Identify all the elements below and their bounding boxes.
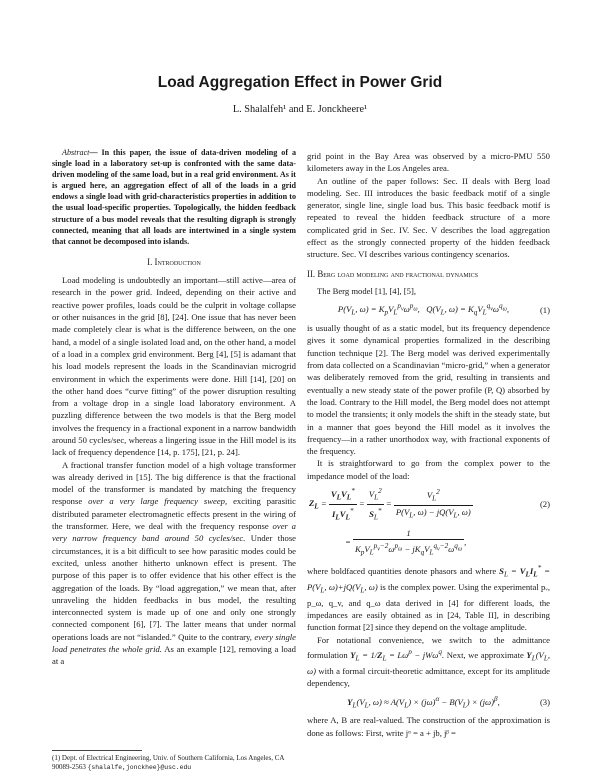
text-run: Under those circumstances, it is a bit difficult to see how parasitic modes could be excited, unless another hitherto unknown effect is present. The purpose of this paper is to offer evidence that his other effect is the aggregation of the loads. By “load aggregation,” we mean that, after unraveling the hidden feedbacks in bus model, the resulting interconnected system is made up of one and only one strongly connected component [6], [7]. The latter means that under normal operations loads are not “islanded.” Quite to the contrary, — [52, 533, 296, 642]
equation-2-continuation: = $\frac{1}{K_pV_L^{p_v-2}\omega^{p_\omega} - jK_qV_L^{q_v-2}\omega^{q_\omega}}$ , — [345, 527, 467, 557]
emphasis: over a very narrow frequency band around 50 cycles/sec. — [52, 521, 296, 544]
section-heading-intro: I. Introduction — [147, 256, 201, 267]
text-run: exciting parasitic distributed parameter electromagnetic effects present in the wiring of the transformer. Here, we deal with the frequency response — [52, 496, 297, 532]
abstract — [52, 147, 296, 247]
right-paragraph-8: where A, B are real-valued. The construction of the approximation is done as follows: First, write jᵅ = a + jb, jᵝ = — [307, 715, 550, 738]
text-run: is the complex power. Using the experimental pᵥ, p_ω, q_v, and q_ω data derived in [4] for different loads, the impedances are easily obtained as in [24, Table II], in describing function format [2] since they depend on the voltage amplitude. — [307, 581, 550, 633]
section-heading-berg: II. Berg load modeling and fractional dynamics — [307, 268, 479, 279]
intro-paragraph-1: Load modeling is undoubtedly an important—still active—area of research in the power grid. Indeed, depending on their active and reactive power profiles, loads could be the culprit in voltage collapse or other nuisances in the grid [8], [24]. One issue that has never been made completely clear is what is the difference between, on the one hand, a model of a single isolated load and, on the other hand, a model of a load in a complex grid environment. Berg [4], [5] is adamant that his load models represent the loads in the Scandinavian microgrid environment in which the experiments were done. Hill [14], [20] on the other hand does “curve fitting” of the power disruption resulting from a voltage drop in a single load laboratory environment. A puzzling difference between the two models is that the Berg model involves the frequency in a fractional exponent in a narrow bandwidth around 50 cycles/sec, whereas a lingering issue in the Hill model is its lack of frequency dependence [14, p. 175], [21, p. 24]. — [52, 275, 296, 458]
left-column — [52, 147, 296, 668]
emphasis: every single load penetrates the whole grid. — [52, 631, 296, 655]
right-paragraph-3: The Berg model [1], [4], [5], — [317, 285, 416, 296]
text-run: A fractional transfer function model of a high voltage transformer was already derived in [15]. The big difference is that the fractional model of the transformer is mandated by matching the frequency response — [52, 459, 296, 507]
equation-1-body: $P(V_L$, $\omega) = K_pV_L^{p_v}\omega^{p_\omega}$, $Q(V_L$, $\omega) = K_qV_L^{q_v}\omega^{q_\omega}$, — [337, 302, 509, 317]
equation-1 — [307, 300, 550, 319]
emphasis: over a very large frequency sweep, — [88, 496, 228, 507]
text-run: where boldfaced quantities denote phasors and where — [307, 565, 500, 576]
intro-paragraph-2 — [52, 459, 296, 668]
equation-2-body: $Z_L$ = $\frac{V_LV_L^*}{I_LV_L^*}$ = $\frac{V_L^2}{S_L^*}$ = $\frac{V_L^2}{P(V_L, \omega) - jQ(V_L, \omega)}$ — [309, 487, 471, 522]
footnote-rule — [52, 750, 142, 751]
right-paragraph-7: For notational convenience, we switch to the admittance formulation $Y_L = 1/Z_L = L\omega^p - jW\omega^q$. Next, we approximate $Y_L(V_L$, ω) with a formal circuit-theoretic admittance, except for its amplitude dependency, — [307, 634, 550, 689]
right-column — [307, 150, 550, 739]
equation-3 — [307, 693, 550, 712]
paper-authors: L. Shalalfeh¹ and E. Jonckheere¹ — [232, 104, 368, 115]
equation-1-number: (1) — [539, 304, 550, 315]
right-paragraph-2: An outline of the paper follows: Sec. II deals with Berg load modeling. Sec. III introduces the basic feedback motif of a single generator, single line, single load bus. This basic feedback motif is repeated to reveal the hidden feedback structure of a more complicated grid in Sec. IV. Sec. V describes the load aggregation effect as the strongly connected property of the hidden feedback structure. Sec. VI describes various contingency scenarios. — [307, 175, 550, 260]
footnote-text: (1) Dept. of Electrical Engineering, Univ. of Southern California, Los Angeles, CA 90089-2563 — [52, 754, 285, 771]
text-run: with a formal circuit-theoretic admittance, except for its amplitude dependency, — [307, 665, 550, 689]
right-paragraph-1: grid point in the Bay Area was observed by a micro-PMU 550 kilometers away in the Los Angeles area. — [307, 151, 550, 174]
text-run: For notational convenience, we switch to the admittance formulation — [307, 634, 550, 660]
text-run: As an example [12], removing a load at a — [52, 644, 296, 667]
equation-2 — [307, 485, 550, 524]
abstract-text: — In this paper, the issue of data-driven modeling of a single load in a laboratory set-up is confronted with the same data-driven modeling of the same load, but in a real grid environment. As it is argued here, an aggregation effect of all of the loads in a grid endows a single load with grid-characteristics properties in addition to the usual load-specific properties. Topologically, the hidden feedback structure of a bus model reveals that the resulting digraph is strongly connected, meaning that all loads are intertwined in a single system that cannot be decomposed into islands. — [52, 148, 296, 246]
right-paragraph-4: is usually thought of as a static model, but its frequency dependence gives it some dynamical properties formalized in the describing function technique [2]. The Berg model was derived experimentally from data collected on a Scandinavian “micro-grid,” when a generator was deliberately removed from the grid, resulting in transients and eventually a new steady state of the power profile (P, Q) absorbed by the load. Contrary to the Hill model, the Berg model does not attempt to model the transients; it only models the shift in the steady state, but in a manner that goes beyond the Hill model as it involves the frequency—in a rather unorthodox way, with fractional exponents of the frequency. — [307, 323, 550, 457]
right-paragraph-5: It is straightforward to go from the complex power to the impedance model of the load: — [307, 458, 550, 481]
abstract-label: Abstract — [62, 148, 90, 157]
equation-2-number: (2) — [539, 499, 550, 510]
footnote — [52, 754, 296, 772]
paper-title: Load Aggregation Effect in Power Grid — [157, 74, 443, 91]
equation-3-number: (3) — [539, 696, 550, 707]
equation-2-line-2 — [307, 527, 550, 559]
right-paragraph-6: where boldfaced quantities denote phasors and where $S_L = V_LI_L^* = P(V_L$, $\omega)+jQ(V_L$, ω) is the complex power. Using the experimental pᵥ, p_ω, q_v, and q_ω data derived in [4] for different loads, the impedances are easily obtained as in [24, Table II], in describing function format [2] since they depend on the voltage amplitude. — [307, 563, 550, 633]
equation-3-body: $Y_L(V_L$, $\omega) \approx A(V_L) \times (j\omega)^\alpha - B(V_L) \times (j\omega)^\beta$, — [347, 694, 500, 710]
footnote-emails: {shalalfe,jonckhee}@usc.edu — [87, 764, 192, 771]
